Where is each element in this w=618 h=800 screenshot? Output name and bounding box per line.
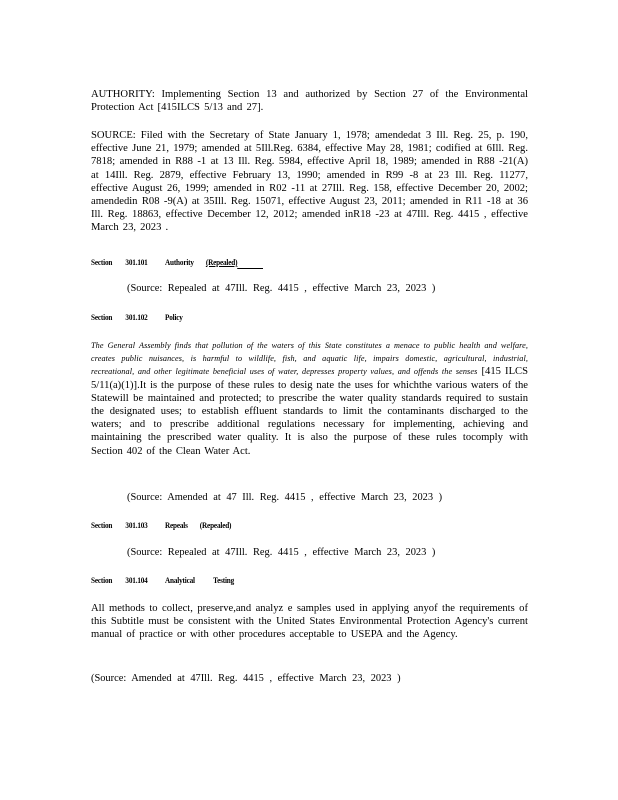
source-paragraph: SOURCE: Filed with the Secretary of State January 1, 1978; amendedat 3 Ill. Reg. 25, p. 190, effective June 21, 1979; amended at 5Ill.Reg. 6384, effective May 28, 1981; codified at 6Ill. Reg. 7818; amended in R88 -1 at 13 Ill. Reg. 5984, effective April 18, 1989; amended in R88 -21(A) at 14Ill. Reg. 2879, effective February 13, 1990; amended in R99 -8 at 23 Ill. Reg. 11277, effective August 26, 1999; amended in R02 -11 at 27Ill. Reg. 158, effective December 20, 2002; amendedin R08 -9(A) at 35Ill. Reg. 15071, effective August 23, 2011; amended in R11 -18 at 36 Ill. Reg. 18863, effective December 12, 2012; amended inR18 -23 at 47Ill. Reg. 4415 , effective March 23, 2023 . [91, 130, 528, 234]
source-note-301-101: (Source: Repealed at 47Ill. Reg. 4415 , effective March 23, 2023 ) [127, 283, 436, 294]
testing-paragraph: All methods to collect, preserve,and analyz e samples used in applying anyof the requirements of this Subtitle must be consistent with the United States Environmental Protection Agency's current manual of practice or with other procedures acceptable to USEPA and the Agency. [91, 603, 528, 641]
section-heading-301-104 [91, 574, 234, 588]
source-note-301-102: (Source: Amended at 47 Ill. Reg. 4415 , effective March 23, 2023 ) [127, 492, 443, 503]
section-heading-301-103 [91, 519, 231, 533]
section-number: 301.103 [125, 521, 148, 530]
section-status: (Repealed) [199, 521, 232, 530]
section-title: Analytical [164, 576, 195, 585]
section-status: (Repealed) [205, 258, 238, 267]
authority-paragraph: AUTHORITY: Implementing Section 13 and authorized by Section 27 of the Environmental Protection Act [415ILCS 5/13 and 27]. [91, 89, 528, 114]
section-label: Section [91, 258, 113, 267]
policy-body-text: [415 ILCS 5/11(a)(1)].It is the purpose of these rules to desig nate the uses for whichthe various waters of the Statewill be maintained and protected; to prescribe the water quality standards required to sustain the designated uses; to establish effluent standards to limit the contaminants discharged to the waters; and to prescribe additional regulations necessary for implementing, achieving and maintaining the prescribed water quality. It is also the purpose of these rules tocomply with Section 402 of the Clean Water Act. [91, 366, 529, 457]
section-number: 301.104 [125, 576, 148, 585]
policy-quoted-text: The General Assembly finds that pollution of the waters of this State constitutes a menace to public health and welfare, creates public nuisances, is harmful to wildlife, fish, and aquatic life, impairs domestic, agricultural, industrial, recreational, and other legitimate beneficial uses of water, depresses property values, and offends the senses [91, 341, 528, 377]
section-number: 301.101 [125, 258, 148, 267]
source-note-301-103: (Source: Repealed at 47Ill. Reg. 4415 , effective March 23, 2023 ) [127, 547, 436, 558]
status-underline [237, 260, 263, 269]
source-note-301-104: (Source: Amended at 47Ill. Reg. 4415 , effective March 23, 2023 ) [91, 673, 401, 684]
section-heading-301-101 [91, 256, 263, 270]
section-heading-301-102 [91, 311, 183, 325]
section-label: Section [91, 313, 113, 322]
section-title-continued: Testing [213, 576, 235, 585]
section-label: Section [91, 576, 113, 585]
section-number: 301.102 [125, 313, 148, 322]
section-title: Repeals [164, 521, 188, 530]
section-title: Policy [164, 313, 183, 322]
section-label: Section [91, 521, 113, 530]
policy-paragraph [91, 339, 528, 458]
section-title: Authority [164, 258, 194, 267]
